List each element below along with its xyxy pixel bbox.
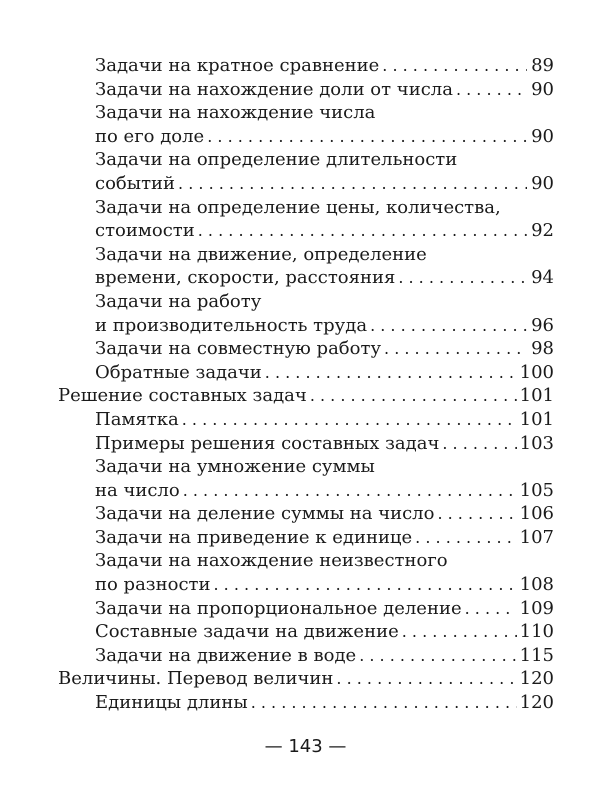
toc-entry <box>58 455 554 502</box>
toc-entry-title: Задачи на движение в воде <box>95 644 357 666</box>
toc-entry <box>58 290 554 337</box>
toc-page-number: 120 <box>519 692 554 714</box>
toc-entry-line <box>58 54 554 78</box>
dot-leader <box>402 620 517 644</box>
toc-entry <box>58 361 554 385</box>
toc-entry <box>58 384 554 408</box>
toc-entry-title: Задачи на деление суммы на число <box>95 503 435 525</box>
toc-entry <box>58 526 554 550</box>
dot-leader <box>178 172 527 196</box>
toc-entry-line <box>58 290 554 314</box>
dot-leader <box>182 408 517 432</box>
dot-leader <box>456 78 527 102</box>
toc-entry-title: времени, скорости, расстояния <box>95 267 396 289</box>
toc-entry-line <box>58 361 554 385</box>
toc-entry-line <box>58 219 554 243</box>
table-of-contents <box>58 54 554 715</box>
toc-entry-title: стоимости <box>95 220 195 242</box>
toc-entry <box>58 196 554 243</box>
toc-page-number: 96 <box>531 314 554 336</box>
toc-page-number: 92 <box>531 220 554 242</box>
toc-page-number: 106 <box>519 503 554 525</box>
toc-page-number: 90 <box>531 78 554 100</box>
dot-leader <box>336 667 516 691</box>
dot-leader <box>437 502 516 526</box>
toc-entry-title: Задачи на совместную работу <box>95 338 382 360</box>
toc-entry-title: Примеры решения составных задач <box>95 432 440 454</box>
toc-page-number: 108 <box>519 574 554 596</box>
toc-entry-title: Задачи на приведение к единице <box>95 526 413 548</box>
toc-entry-title: Задачи на нахождение числа <box>95 102 376 124</box>
page-number: — 143 — <box>264 736 347 757</box>
toc-page-number: 120 <box>519 668 554 690</box>
toc-page-number: 101 <box>519 385 554 407</box>
toc-entry <box>58 620 554 644</box>
toc-entry-title: на число <box>95 479 180 501</box>
toc-entry-title: по разности <box>95 574 211 596</box>
toc-entry <box>58 667 554 691</box>
toc-entry-line <box>58 125 554 149</box>
toc-entry-line <box>58 148 554 172</box>
toc-entry-line <box>58 667 554 691</box>
toc-entry <box>58 432 554 456</box>
toc-page-number: 98 <box>531 338 554 360</box>
toc-page-number: 107 <box>519 526 554 548</box>
toc-entry <box>58 502 554 526</box>
toc-entry-line <box>58 479 554 503</box>
toc-entry-title: Задачи на нахождение доли от числа <box>95 78 453 100</box>
dot-leader <box>310 384 517 408</box>
toc-entry-line <box>58 644 554 668</box>
toc-entry-title: Задачи на работу <box>95 290 262 312</box>
toc-entry-line <box>58 502 554 526</box>
toc-entry <box>58 78 554 102</box>
toc-entry-line <box>58 620 554 644</box>
toc-entry-title: событий <box>95 172 176 194</box>
toc-entry-title: Задачи на определение длительности <box>95 149 458 171</box>
toc-entry-line <box>58 384 554 408</box>
dot-leader <box>398 266 527 290</box>
dot-leader <box>265 361 517 385</box>
toc-entry-line <box>58 101 554 125</box>
toc-entry-title: Задачи на пропорциональное деление <box>95 597 462 619</box>
toc-entry-line <box>58 549 554 573</box>
toc-page-number: 105 <box>519 479 554 501</box>
dot-leader <box>415 526 516 550</box>
dot-leader <box>251 691 517 715</box>
toc-entry-line <box>58 455 554 479</box>
toc-entry <box>58 691 554 715</box>
dot-leader <box>214 573 517 597</box>
toc-page-number: 103 <box>519 432 554 454</box>
toc-page-number: 90 <box>531 125 554 147</box>
dot-leader <box>370 314 527 338</box>
toc-page-number: 94 <box>531 267 554 289</box>
toc-entry <box>58 243 554 290</box>
toc-entry-title: по его доле <box>95 125 205 147</box>
toc-entry-line <box>58 597 554 621</box>
toc-entry <box>58 101 554 148</box>
toc-entry <box>58 549 554 596</box>
toc-entry-title: Задачи на кратное сравнение <box>95 55 380 76</box>
toc-page-number: 115 <box>519 644 554 666</box>
dot-leader <box>384 337 527 361</box>
toc-entry-line <box>58 243 554 267</box>
toc-entry-title: Задачи на нахождение неизвестного <box>95 550 448 572</box>
toc-page-number: 100 <box>519 361 554 383</box>
toc-page-number: 109 <box>519 597 554 619</box>
toc-page-number: 89 <box>531 55 554 76</box>
toc-entry-line <box>58 573 554 597</box>
toc-entry <box>58 54 554 78</box>
toc-entry-line <box>58 172 554 196</box>
dot-leader <box>359 644 516 668</box>
dot-leader <box>198 219 527 243</box>
toc-entry-line <box>58 408 554 432</box>
toc-entry <box>58 644 554 668</box>
toc-entry-line <box>58 432 554 456</box>
toc-page-number: 101 <box>519 408 554 430</box>
toc-entry-title: Величины. Перевод величин <box>58 668 334 690</box>
toc-entry <box>58 408 554 432</box>
toc-entry-title: Составные задачи на движение <box>95 621 399 643</box>
toc-entry-title: Единицы длины <box>95 692 248 714</box>
dot-leader <box>442 432 516 456</box>
toc-entry-line <box>58 691 554 715</box>
toc-entry-line <box>58 196 554 220</box>
toc-entry-line <box>58 266 554 290</box>
toc-entry-title: Задачи на определение цены, количества, <box>95 196 501 218</box>
dot-leader <box>382 54 527 78</box>
toc-entry-title: Задачи на умножение суммы <box>95 456 375 478</box>
toc-page-number: 90 <box>531 172 554 194</box>
toc-entry <box>58 337 554 361</box>
toc-page-number: 110 <box>519 621 554 643</box>
dot-leader <box>183 479 517 503</box>
dot-leader <box>465 597 517 621</box>
toc-entry-title: Задачи на движение, определение <box>95 243 427 265</box>
toc-entry-title: Памятка <box>95 408 179 430</box>
toc-entry <box>58 148 554 195</box>
toc-entry-line <box>58 314 554 338</box>
toc-entry-line <box>58 78 554 102</box>
dot-leader <box>207 125 527 149</box>
toc-entry-title: Решение составных задач <box>58 385 307 407</box>
toc-entry-line <box>58 526 554 550</box>
toc-entry-title: и производительность труда <box>95 314 368 336</box>
toc-entry <box>58 597 554 621</box>
toc-entry-line <box>58 337 554 361</box>
toc-entry-title: Обратные задачи <box>95 361 262 383</box>
